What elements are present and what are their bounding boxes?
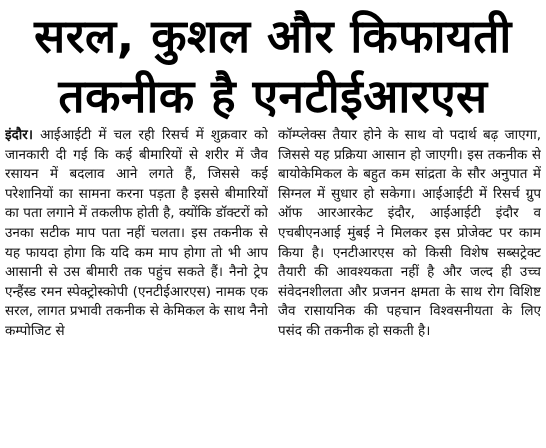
column-2-text: कॉम्प्लेक्स तैयार होने के साथ वो पदार्थ बढ़ जाएगा, जिससे यह प्रक्रिया आसान हो जाएगी। इस तकनीक से बायोकेमिकल के बहुत कम सांद्रता के सौर अनुपात में सिग्नल में सुधार हो सकेगा। आईआईटी में रिसर्च ग्रुप ऑफ आरआरकेट इंदौर, आईआईटी इंदौर व एचबीएनआई मुंबई ने मिलकर इस प्रोजेक्ट पर काम किया है। एनटीआरएस को किसी विशेष सब्सट्रेक्ट तैयारी की आवश्यकता नहीं है और जल्द ही उच्च संवेदनशीलता और प्रजनन क्षमता के साथ रोग विशिष्ट जैव रासायनिक की पहचान विश्वसनीयता के लिए पसंद की तकनीक हो सकती है। [278, 127, 541, 339]
headline-line-2: तकनीक है एनटीईआरएस [58, 69, 488, 123]
article-column-2 [278, 126, 541, 444]
column-1-text: आईआईटी में चल रही रिसर्च में शुक्रवार को जानकारी दी गई कि कई बीमारियों से शरीर में जैव रसायन में बदलाव आने लगते हैं, जिससे कई परेशानियों का सामना करना पड़ता है इससे बीमारियों का पता लगाने में तकलीफ होती है, क्योंकि डॉक्टरों को उनका सटीक माप पता नहीं चलता। इस तकनीक से यह फायदा होगा कि यदि कम माप होगा तो भी आप आसानी से उस बीमारी तक पहुंच सकते हैं। नैनो ट्रेप एन्हैंस्ड रमन स्पेक्ट्रोस्कोपी (एनटीईआरएस) नामक एक सरल, लागत प्रभावी तकनीक से केमिकल के साथ नैनो कम्पोजिट से [5, 127, 268, 339]
article-body [5, 126, 541, 444]
dateline: इंदौर। [5, 127, 33, 143]
article-column-1 [5, 126, 268, 444]
headline-line-1: सरल, कुशल और किफायती [34, 9, 512, 63]
